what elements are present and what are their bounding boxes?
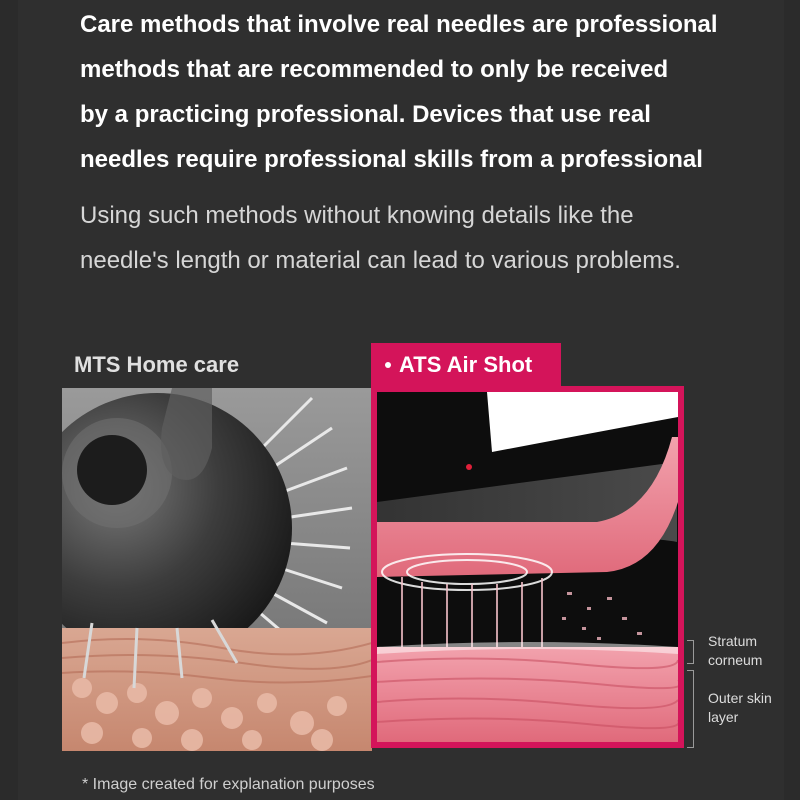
footnote: * Image created for explanation purposes: [82, 776, 375, 793]
ats-illustration: [371, 386, 684, 748]
headline: [80, 2, 780, 182]
mts-panel-label: MTS Home care: [74, 352, 240, 377]
subtext: [80, 193, 780, 283]
subtext-line: needle's length or material can lead to various problems.: [80, 247, 681, 274]
headline-line: needles require professional skills from a professional: [80, 146, 703, 173]
bullet-dot-icon: [385, 362, 391, 368]
subtext-line: Using such methods without knowing details like the: [80, 202, 634, 229]
headline-line: Care methods that involve real needles are professional: [80, 11, 718, 38]
outer-skin-bracket: [687, 670, 694, 748]
mts-roller-image: [62, 388, 372, 751]
ats-panel-label-text: ATS Air Shot: [399, 352, 533, 377]
headline-line: by a practicing professional. Devices that use real: [80, 101, 651, 128]
outer-skin-layer-label: Outer skin layer: [708, 690, 772, 725]
mts-illustration: [62, 388, 372, 751]
stratum-bracket: [687, 640, 694, 664]
stratum-corneum-label: Stratum corneum: [708, 633, 763, 668]
ats-panel-label: [371, 343, 561, 387]
ats-airshot-image: [377, 392, 678, 742]
headline-line: methods that are recommended to only be received: [80, 56, 669, 83]
